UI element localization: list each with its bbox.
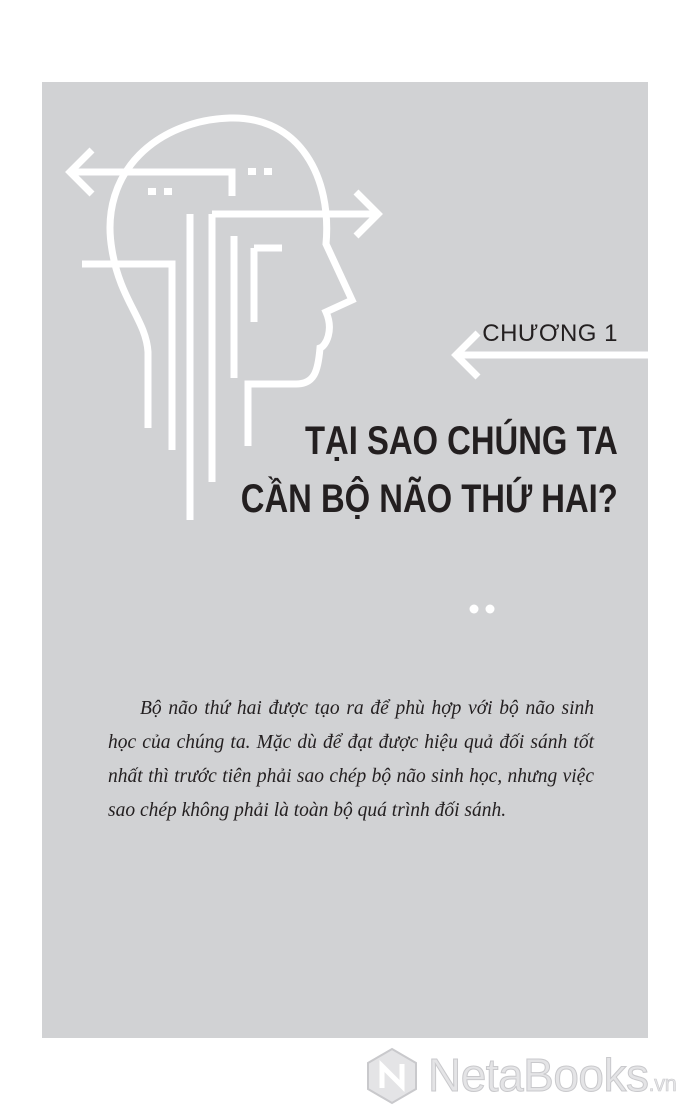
watermark-brand: NetaBooks <box>428 1049 649 1101</box>
chapter-number-label: CHƯƠNG 1 <box>482 320 618 347</box>
chapter-title <box>241 412 618 528</box>
watermark-suffix: .vn <box>648 1071 677 1096</box>
watermark <box>362 1046 692 1106</box>
ellipsis-dots-icon <box>469 602 509 616</box>
netabooks-logo-icon <box>362 1046 422 1106</box>
head-profile-icon <box>42 82 648 1038</box>
body-paragraph: Bộ não thứ hai được tạo ra để phù hợp với bộ não sinh học của chúng ta. Mặc dù để đạt được hiệu quả đối sánh tốt nhất thì trước tiên phải sao chép bộ não sinh học, nhưng việc sao chép không phải là toàn bộ quá trình đối sánh. <box>108 698 594 821</box>
chapter-panel <box>42 82 648 1038</box>
watermark-text <box>428 1048 676 1102</box>
chapter-title-line: TẠI SAO CHÚNG TA <box>305 419 618 463</box>
chapter-title-line: CẦN BỘ NÃO THỨ HAI? <box>240 477 618 521</box>
